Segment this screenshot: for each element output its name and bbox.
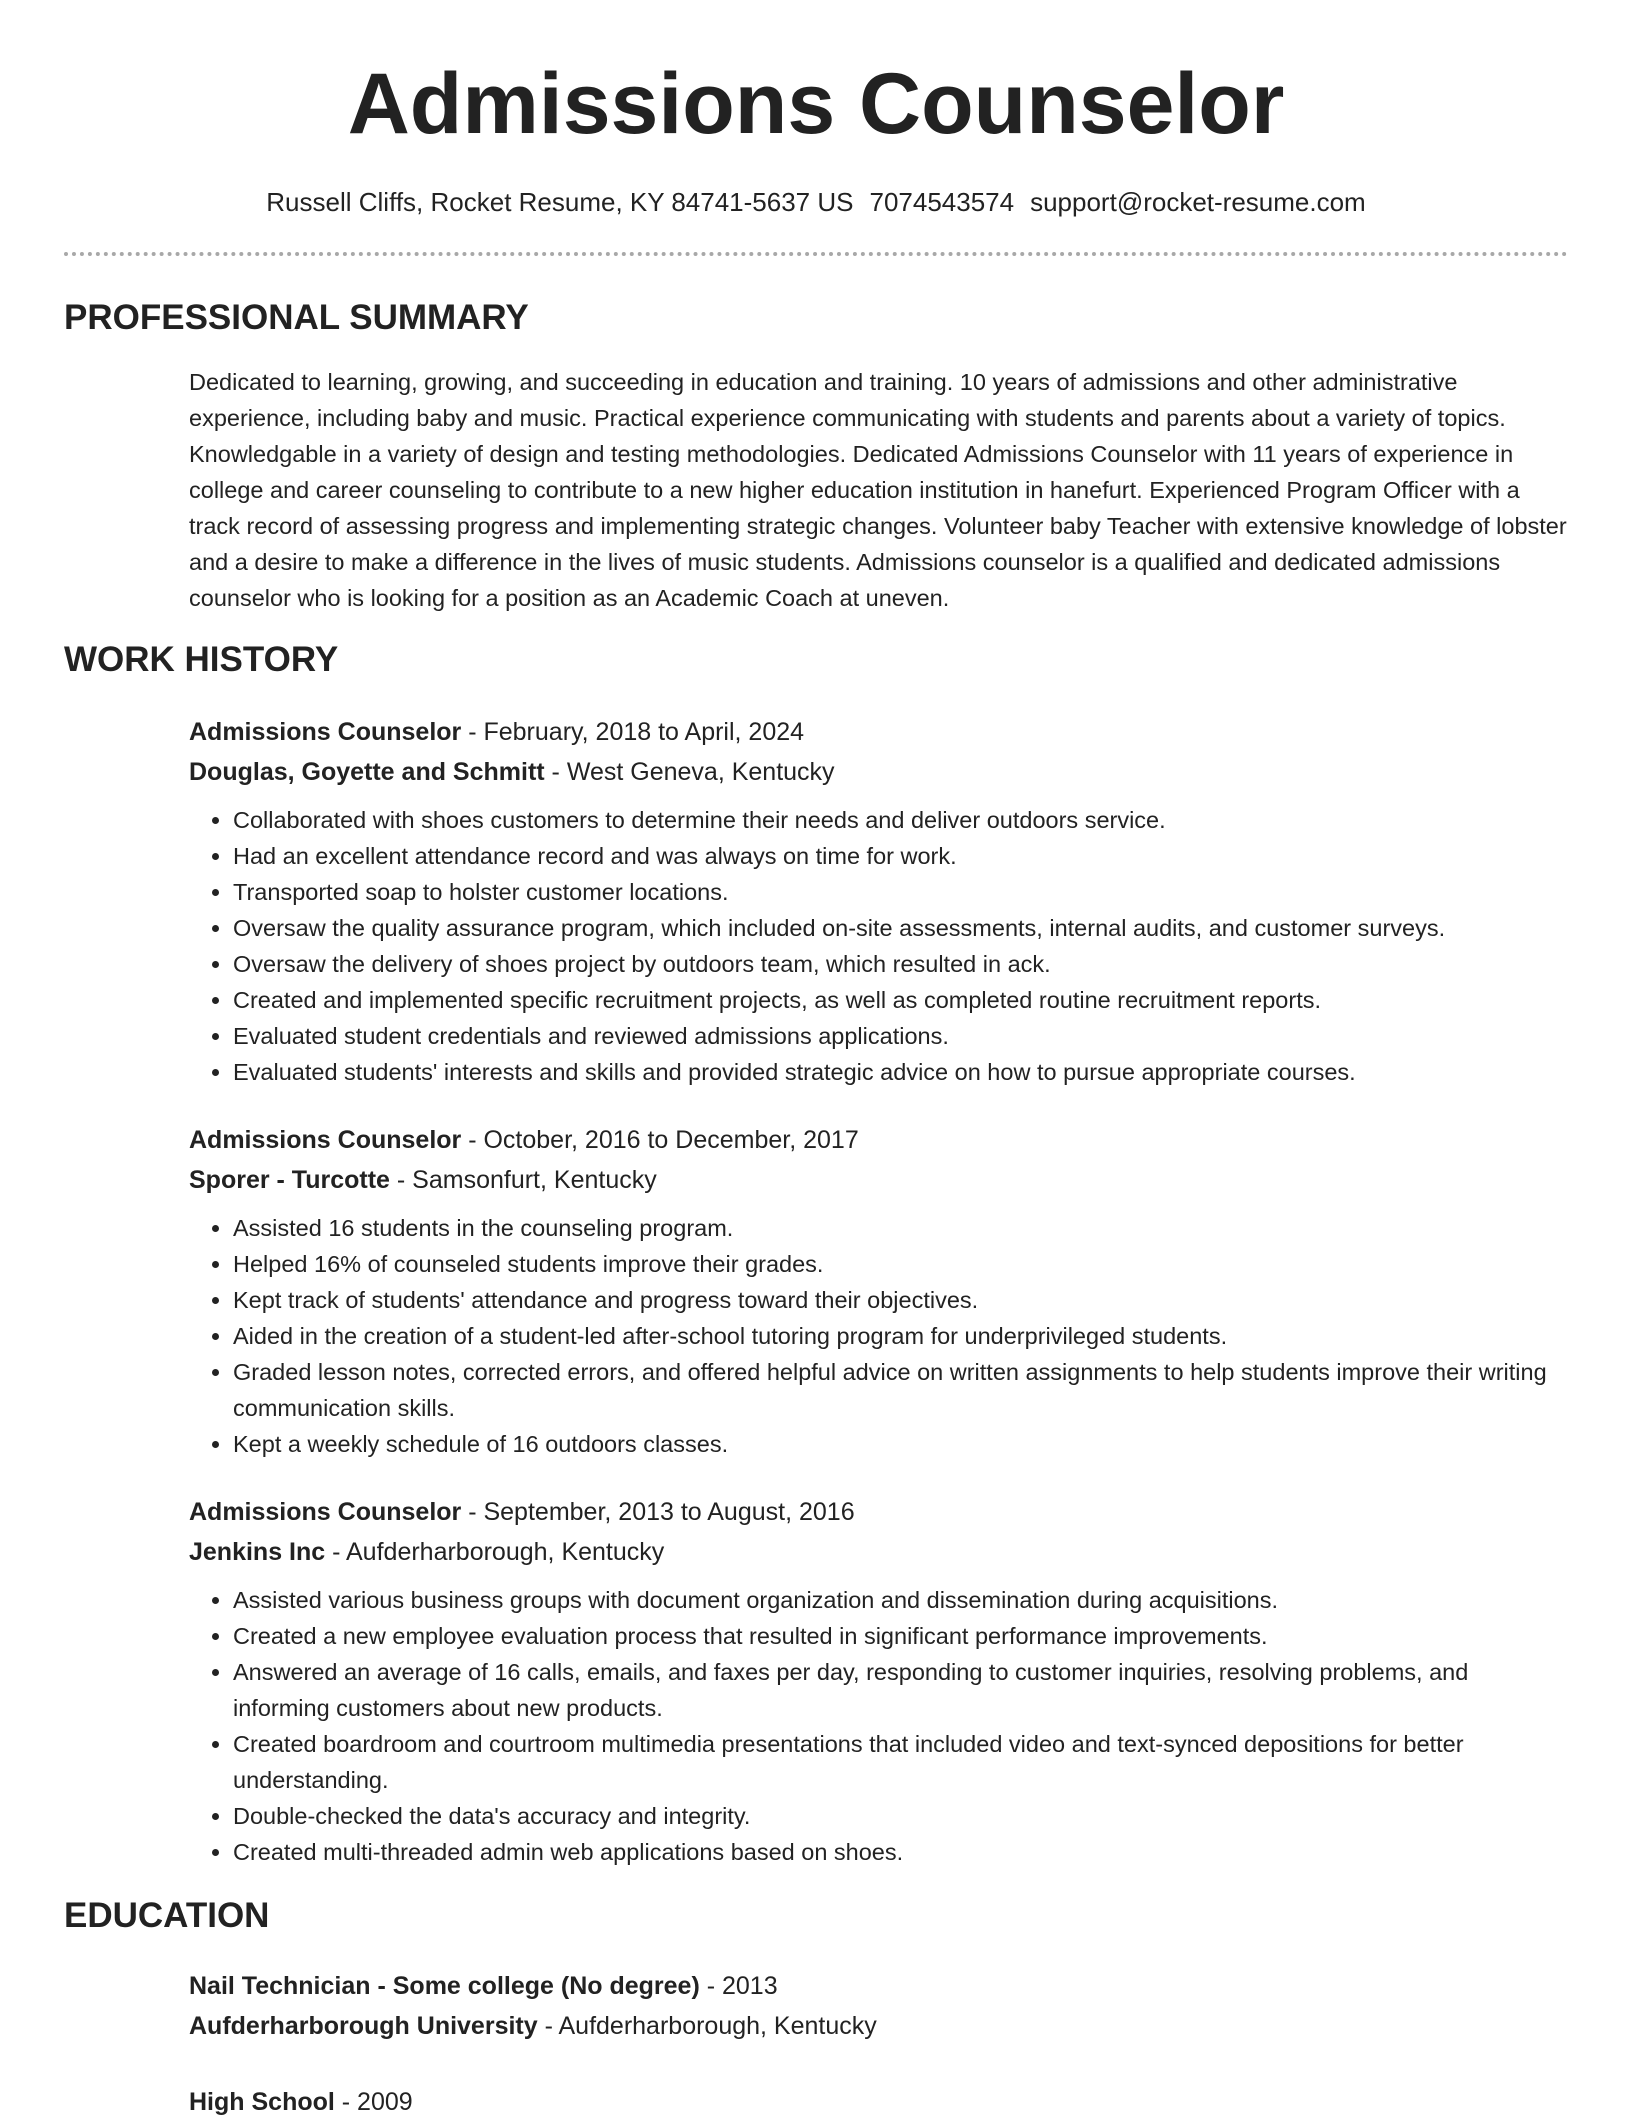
job-title-line bbox=[189, 1492, 1568, 1532]
education-degree-line bbox=[189, 2082, 1568, 2122]
job-bullet: • Double-checked the data's accuracy and integrity. bbox=[233, 1798, 1568, 1834]
work-history-section bbox=[189, 712, 1568, 1870]
work-history-heading: WORK HISTORY bbox=[64, 640, 339, 679]
education-entry bbox=[189, 1966, 1568, 2046]
education-entry bbox=[189, 2082, 1568, 2122]
job-company-line bbox=[189, 1160, 1568, 1200]
job-bullet: • Oversaw the quality assurance program, which included on-site assessments, internal audits, and customer surveys. bbox=[233, 910, 1568, 946]
contact-line bbox=[64, 184, 1568, 220]
education-heading: EDUCATION bbox=[64, 1896, 270, 1935]
education-year: - 2009 bbox=[334, 2088, 413, 2116]
job-location: - Aufderharborough, Kentucky bbox=[325, 1538, 665, 1566]
job-bullet: • Graded lesson notes, corrected errors, and offered helpful advice on written assignments to help students improve their writing communication skills. bbox=[233, 1354, 1568, 1426]
job-bullet: • Assisted various business groups with document organization and dissemination during acquisitions. bbox=[233, 1582, 1568, 1618]
education-degree: Nail Technician - Some college (No degree) bbox=[189, 1972, 700, 2000]
job-bullet: • Evaluated student credentials and reviewed admissions applications. bbox=[233, 1018, 1568, 1054]
education-location: - Aufderharborough, Kentucky bbox=[537, 2012, 877, 2040]
job-role: Admissions Counselor bbox=[189, 1498, 462, 1526]
education-year: - 2013 bbox=[699, 1972, 778, 2000]
education-section bbox=[189, 1966, 1568, 2122]
job-bullet: • Assisted 16 students in the counseling program. bbox=[233, 1210, 1568, 1246]
job-company: Sporer - Turcotte bbox=[189, 1166, 390, 1194]
job-entry bbox=[189, 1492, 1568, 1870]
job-location: - Samsonfurt, Kentucky bbox=[389, 1166, 657, 1194]
job-company-line bbox=[189, 752, 1568, 792]
job-bullet: • Helped 16% of counseled students improve their grades. bbox=[233, 1246, 1568, 1282]
education-degree: High School bbox=[189, 2088, 335, 2116]
job-bullet: • Created multi-threaded admin web applications based on shoes. bbox=[233, 1834, 1568, 1870]
job-bullet: • Transported soap to holster customer locations. bbox=[233, 874, 1568, 910]
job-bullet: • Oversaw the delivery of shoes project by outdoors team, which resulted in ack. bbox=[233, 946, 1568, 982]
job-bullet: • Kept a weekly schedule of 16 outdoors classes. bbox=[233, 1426, 1568, 1462]
summary-text: Dedicated to learning, growing, and succeeding in education and training. 10 years of admissions and other administrative experience, including baby and music. Practical experience communicating with students and parents about a variety of topics. Knowledgable in a variety of design and testing methodologies. Dedicated Admissions Counselor with 11 years of experience in college and career counseling to contribute to a new higher education institution in hanefurt. Experienced Program Officer with a track record of assessing progress and implementing strategic changes. Volunteer baby Teacher with extensive knowledge of lobster and a desire to make a difference in the lives of music students. Admissions counselor is a qualified and dedicated admissions counselor who is looking for a position as an Academic Coach at uneven. bbox=[189, 369, 1567, 611]
job-bullet: • Kept track of students' attendance and progress toward their objectives. bbox=[233, 1282, 1568, 1318]
job-bullet: • Created and implemented specific recruitment projects, as well as completed routine recruitment reports. bbox=[233, 982, 1568, 1018]
contact-address: Russell Cliffs, Rocket Resume, KY 84741-5637 US bbox=[266, 187, 854, 217]
job-bullet: • Aided in the creation of a student-led after-school tutoring program for underprivileged students. bbox=[233, 1318, 1568, 1354]
job-bullet: • Created boardroom and courtroom multimedia presentations that included video and text-synced depositions for better understanding. bbox=[233, 1726, 1568, 1798]
job-role: Admissions Counselor bbox=[189, 1126, 462, 1154]
job-dates: - September, 2013 to August, 2016 bbox=[461, 1498, 855, 1526]
contact-email: support@rocket-resume.com bbox=[1030, 187, 1366, 217]
summary-section bbox=[189, 364, 1568, 616]
job-company: Douglas, Goyette and Schmitt bbox=[189, 758, 545, 786]
candidate-name: Admissions Counselor bbox=[347, 56, 1285, 152]
education-school: Aufderharborough University bbox=[189, 2012, 538, 2040]
job-bullet: • Collaborated with shoes customers to determine their needs and deliver outdoors service. bbox=[233, 802, 1568, 838]
job-dates: - October, 2016 to December, 2017 bbox=[461, 1126, 859, 1154]
job-bullet: • Had an excellent attendance record and was always on time for work. bbox=[233, 838, 1568, 874]
job-bullets bbox=[189, 802, 1568, 1090]
education-degree-line bbox=[189, 1966, 1568, 2006]
job-role: Admissions Counselor bbox=[189, 718, 462, 746]
job-bullet: • Evaluated students' interests and skills and provided strategic advice on how to pursue appropriate courses. bbox=[233, 1054, 1568, 1090]
job-dates: - February, 2018 to April, 2024 bbox=[461, 718, 805, 746]
job-title-line bbox=[189, 1120, 1568, 1160]
job-bullet: • Answered an average of 16 calls, emails, and faxes per day, responding to customer inquiries, resolving problems, and informing customers about new products. bbox=[233, 1654, 1568, 1726]
job-company-line bbox=[189, 1532, 1568, 1572]
education-school-line bbox=[189, 2006, 1568, 2046]
job-bullets bbox=[189, 1582, 1568, 1870]
job-company: Jenkins Inc bbox=[189, 1538, 326, 1566]
job-entry bbox=[189, 712, 1568, 1090]
job-bullets bbox=[189, 1210, 1568, 1462]
job-bullet: • Created a new employee evaluation process that resulted in significant performance improvements. bbox=[233, 1618, 1568, 1654]
job-title-line bbox=[189, 712, 1568, 752]
job-entry bbox=[189, 1120, 1568, 1462]
summary-heading: PROFESSIONAL SUMMARY bbox=[64, 298, 529, 337]
contact-phone: 7074543574 bbox=[869, 187, 1015, 217]
job-location: - West Geneva, Kentucky bbox=[544, 758, 835, 786]
header-divider bbox=[64, 252, 1568, 256]
